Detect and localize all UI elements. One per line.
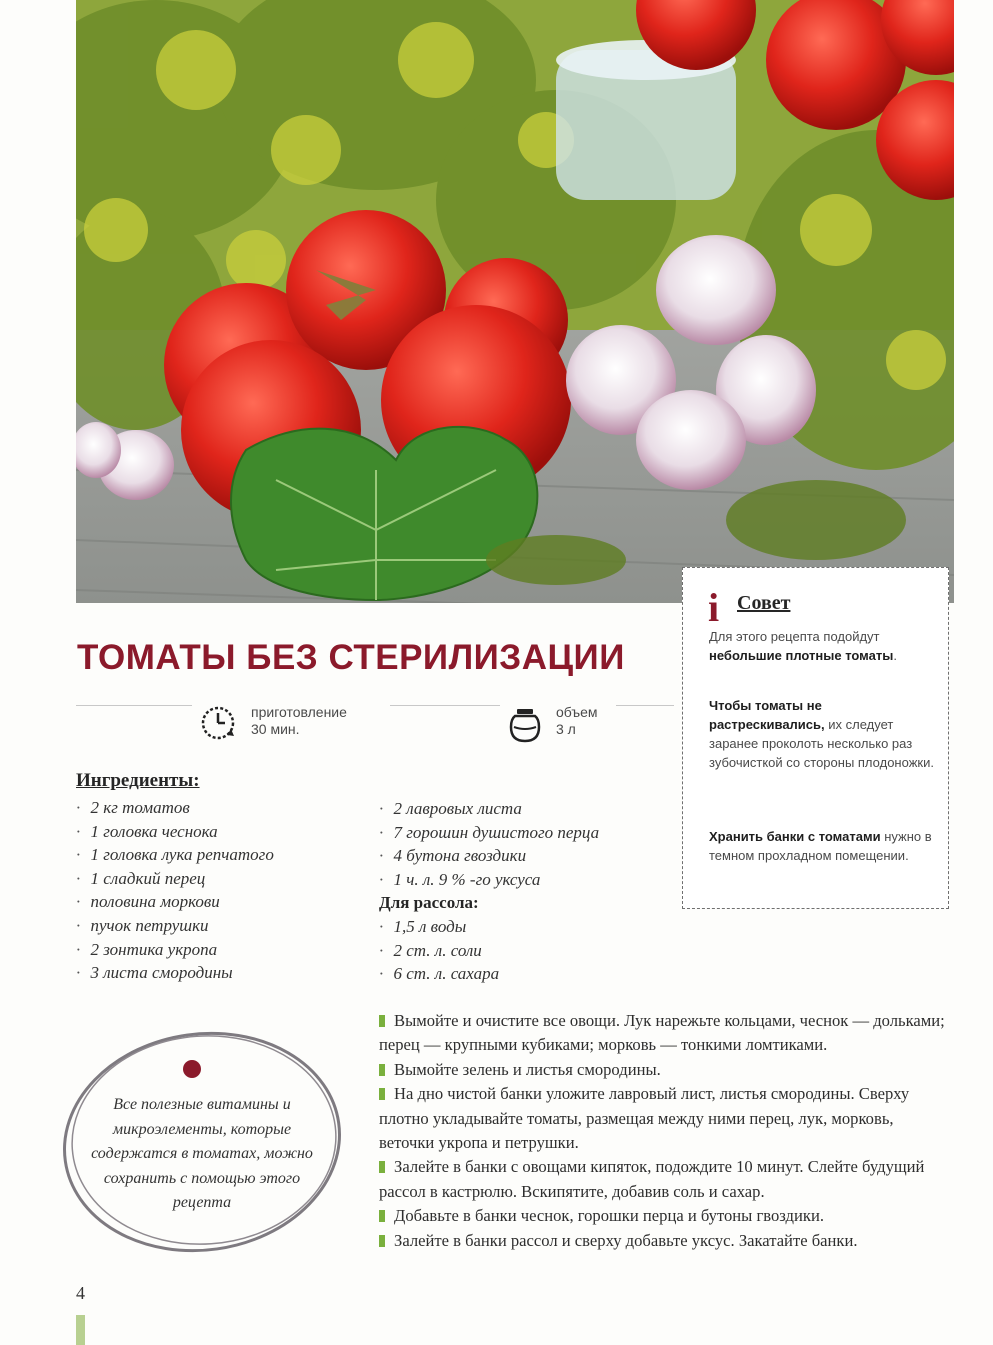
- ingredient-item: · 2 кг томатов: [76, 796, 274, 820]
- page-edge-marker: [76, 1315, 85, 1345]
- green-bullet: [379, 1088, 385, 1100]
- step-item: [379, 1009, 952, 1058]
- recipe-steps: [379, 1009, 952, 1253]
- tip-p3-text: нужно в темном прохладном помещении.: [709, 829, 932, 863]
- brine-heading: Для рассола:: [379, 893, 479, 912]
- ingredient-item: · 4 бутона гвоздики: [379, 844, 599, 868]
- page-number: 4: [76, 1283, 85, 1303]
- step-text: На дно чистой банки уложите лавровый лист, листья смородины. Сверху плотно укладывайте томаты, размещая между ними перец, лук, морковь, веточки укропа и петрушки.: [379, 1084, 910, 1153]
- step-text: Вымойте зелень и листья смородины.: [394, 1059, 661, 1079]
- tip-box: [682, 567, 949, 909]
- tip-p3-bold: Хранить банки с томатами: [709, 829, 881, 844]
- ingredient-item: · пучок петрушки: [76, 914, 274, 938]
- ingredient-item: · 7 горошин душистого перца: [379, 821, 599, 845]
- ingredient-item: · 1 ч. л. 9 % -го уксуса: [379, 868, 599, 892]
- recipe-title: ТОМАТЫ БЕЗ СТЕРИЛИЗАЦИИ: [77, 638, 625, 677]
- jar-icon: [505, 705, 545, 745]
- divider-middle: [390, 705, 500, 706]
- ingredients-list-1: [76, 796, 274, 985]
- step-item: [379, 1204, 952, 1228]
- volume-value: 3 л: [556, 721, 576, 737]
- tip-paragraph-3: [709, 827, 939, 865]
- green-bullet: [379, 1235, 385, 1247]
- clock-icon: [198, 703, 238, 743]
- quote-text: Все полезные витамины и микроэлементы, которые содержатся в томатах, можно сохранить с помощью этого рецепта: [91, 1096, 313, 1211]
- step-text: Вымойте и очистите все овощи. Лук нарежьте кольцами, чеснок — дольками; перец — крупными кубиками; морковь — тонкими ломтиками.: [379, 1011, 945, 1055]
- step-item: [379, 1229, 952, 1253]
- ingredients-list-2: [379, 797, 599, 891]
- step-item: [379, 1082, 952, 1155]
- tip-paragraph-1: [709, 627, 929, 665]
- tomatoes-garlic-dill-illustration: [76, 0, 954, 603]
- green-bullet: [379, 1210, 385, 1222]
- volume: [556, 704, 598, 738]
- tip-p2-text: их следует заранее проколоть несколько раз зубочисткой со стороны плодоножки.: [709, 717, 934, 770]
- hero-photo: [76, 0, 954, 603]
- tip-p1-text: Для этого рецепта подойдут: [709, 629, 880, 644]
- green-bullet: [379, 1161, 385, 1173]
- info-icon: i: [708, 585, 720, 630]
- step-text: Залейте в банки с овощами кипяток, подождите 10 минут. Слейте будущий рассол в кастрюлю. Вскипятите, добавив соль и сахар.: [379, 1157, 925, 1201]
- volume-label: объем: [556, 704, 598, 720]
- ingredient-item: · 2 ст. л. соли: [379, 939, 499, 963]
- step-text: Залейте в банки рассол и сверху добавьте уксус. Закатайте банки.: [394, 1230, 858, 1250]
- ingredient-item: · 3 листа смородины: [76, 961, 274, 985]
- tip-p2-bold: Чтобы томаты не растрескивались,: [709, 698, 825, 732]
- step-item: [379, 1058, 952, 1082]
- prep-time: [251, 704, 347, 738]
- divider-right: [616, 705, 674, 706]
- ingredient-item: · 1,5 л воды: [379, 915, 499, 939]
- ingredient-item: · 1 сладкий перец: [76, 867, 274, 891]
- ingredients-heading: Ингредиенты:: [76, 770, 200, 791]
- divider-left: [76, 705, 192, 706]
- prep-label: приготовление: [251, 704, 347, 720]
- tip-p1-bold: небольшие плотные томаты: [709, 648, 894, 663]
- step-item: [379, 1155, 952, 1204]
- ingredient-item: · 1 головка лука репчатого: [76, 843, 274, 867]
- step-text: Добавьте в банки чеснок, горошки перца и бутоны гвоздики.: [394, 1206, 824, 1226]
- tip-p1-end: .: [893, 648, 897, 663]
- ingredient-item: · половина моркови: [76, 890, 274, 914]
- tip-paragraph-2: [709, 696, 939, 772]
- green-bullet: [379, 1064, 385, 1076]
- ingredient-item: · 2 зонтика укропа: [76, 938, 274, 962]
- green-bullet: [379, 1015, 385, 1027]
- ingredient-item: · 6 ст. л. сахара: [379, 962, 499, 986]
- tip-heading: Совет: [737, 592, 791, 614]
- ingredient-item: · 2 лавровых листа: [379, 797, 599, 821]
- brine-list: [379, 915, 499, 986]
- prep-value: 30 мин.: [251, 721, 300, 737]
- ingredient-item: · 1 головка чеснока: [76, 820, 274, 844]
